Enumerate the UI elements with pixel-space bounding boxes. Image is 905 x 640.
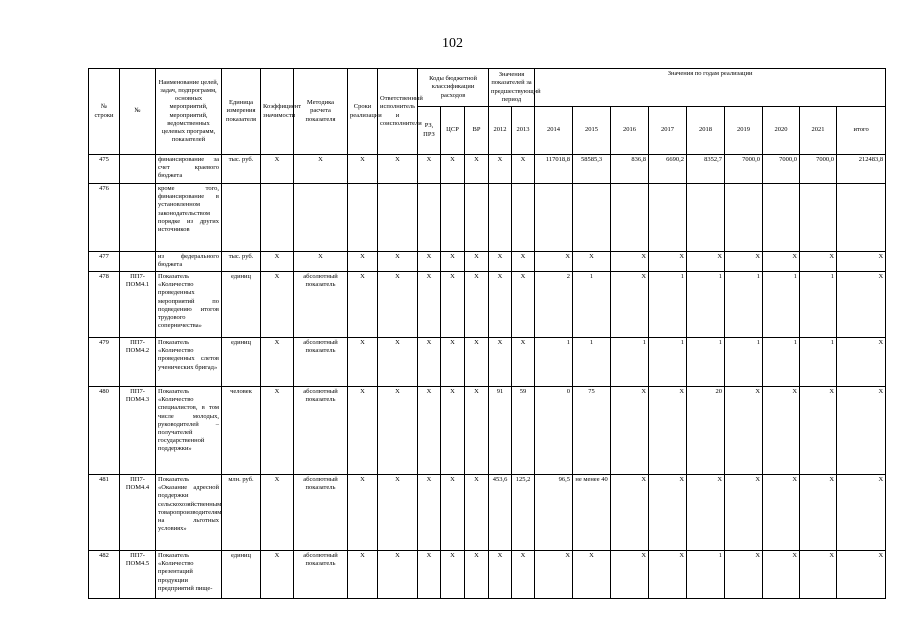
row-2012-cell: Х [489,155,512,184]
row-2019-cell: 1 [725,272,763,338]
row-2019-cell: Х [725,475,763,551]
row-2013-cell: Х [512,338,535,387]
row-2018-cell: 20 [687,387,725,475]
row-2019-cell: Х [725,551,763,599]
row-2016-cell: Х [611,387,649,475]
row-number-cell: 478 [89,272,120,338]
row-method-cell: абсолютный показатель [294,272,348,338]
row-2013-cell: Х [512,551,535,599]
row-vr-cell: Х [465,338,489,387]
header-vr: ВР [465,107,489,155]
row-2014-cell: 2 [535,272,573,338]
header-2015: 2015 [573,107,611,155]
table-row [89,272,886,338]
row-coef-cell: Х [261,272,294,338]
header-name: Наименование целей, задач, подпрограмм, основных мероприятий, мероприятий, ведомственных целевых программ, показателей [156,69,222,155]
row-vr-cell [465,184,489,252]
row-number-cell: 481 [89,475,120,551]
header-2018: 2018 [687,107,725,155]
header-2016: 2016 [611,107,649,155]
row-rz-cell: Х [418,252,441,272]
row-total-cell [837,184,886,252]
row-terms-cell [348,184,378,252]
row-name-cell: финансирование за счет краевого бюджета [156,155,222,184]
row-terms-cell: Х [348,475,378,551]
row-csr-cell [441,184,465,252]
row-rz-cell: Х [418,272,441,338]
row-unit-cell [222,184,261,252]
row-2012-cell: 91 [489,387,512,475]
row-resp-cell: Х [378,272,418,338]
row-coef-cell: Х [261,252,294,272]
row-name-cell: Показатель «Количество презентаций продукции предприятий пище- [156,551,222,599]
row-code-cell [120,184,156,252]
row-2013-cell: Х [512,272,535,338]
row-unit-cell: тыс. руб. [222,252,261,272]
row-coef-cell: Х [261,155,294,184]
header-prev-values: Значения показателей за предшествующий период [489,69,535,107]
row-2017-cell: Х [649,551,687,599]
row-resp-cell: Х [378,338,418,387]
row-resp-cell: Х [378,475,418,551]
row-2018-cell: 8352,7 [687,155,725,184]
row-2012-cell: Х [489,551,512,599]
row-2019-cell: 7000,0 [725,155,763,184]
header-2013: 2013 [512,107,535,155]
row-2016-cell: Х [611,551,649,599]
row-2012-cell: Х [489,338,512,387]
table-row [89,252,886,272]
table-row [89,551,886,599]
row-terms-cell: Х [348,272,378,338]
row-unit-cell: человек [222,387,261,475]
row-csr-cell: Х [441,551,465,599]
row-number-cell: 482 [89,551,120,599]
row-2019-cell [725,184,763,252]
row-2016-cell: Х [611,272,649,338]
row-2017-cell: Х [649,252,687,272]
row-terms-cell: Х [348,252,378,272]
table-row [89,475,886,551]
header-terms: Сроки реализации [348,69,378,155]
row-2020-cell: Х [763,475,800,551]
row-2017-cell [649,184,687,252]
table-row [89,184,886,252]
row-2021-cell: Х [800,551,837,599]
row-2015-cell: 58585,3 [573,155,611,184]
row-2020-cell: Х [763,387,800,475]
row-resp-cell: Х [378,551,418,599]
header-row-no: № строки [89,69,120,155]
row-2016-cell: 1 [611,338,649,387]
header-2014: 2014 [535,107,573,155]
row-csr-cell: Х [441,155,465,184]
row-total-cell: 212483,8 [837,155,886,184]
row-vr-cell: Х [465,475,489,551]
row-number-cell: 480 [89,387,120,475]
row-2017-cell: 1 [649,338,687,387]
header-coef: Коэффициент значимости [261,69,294,155]
row-coef-cell: Х [261,551,294,599]
row-2015-cell: Х [573,551,611,599]
header-resp: Ответственный исполнитель и соисполнители [378,69,418,155]
header-2021: 2021 [800,107,837,155]
row-vr-cell: Х [465,252,489,272]
row-2016-cell: Х [611,475,649,551]
row-2012-cell: 453,6 [489,475,512,551]
row-total-cell: Х [837,252,886,272]
row-2012-cell: Х [489,252,512,272]
row-vr-cell: Х [465,155,489,184]
row-coef-cell: Х [261,475,294,551]
row-total-cell: Х [837,272,886,338]
row-resp-cell: Х [378,155,418,184]
row-terms-cell: Х [348,551,378,599]
row-2019-cell: 1 [725,338,763,387]
row-rz-cell: Х [418,551,441,599]
row-name-cell: из федерального бюджета [156,252,222,272]
row-code-cell: ПП7-ПОМ4.1 [120,272,156,338]
row-code-cell [120,155,156,184]
row-code-cell: ПП7-ПОМ4.2 [120,338,156,387]
row-vr-cell: Х [465,551,489,599]
row-2018-cell: 1 [687,338,725,387]
header-method: Методика расчета показателя [294,69,348,155]
row-2018-cell: 1 [687,272,725,338]
header-2019: 2019 [725,107,763,155]
row-rz-cell: Х [418,387,441,475]
row-total-cell: Х [837,338,886,387]
row-2015-cell: не менее 40 [573,475,611,551]
row-2020-cell [763,184,800,252]
row-code-cell [120,252,156,272]
row-2013-cell: 125,2 [512,475,535,551]
row-method-cell: абсолютный показатель [294,551,348,599]
row-2017-cell: Х [649,387,687,475]
table-row [89,338,886,387]
row-terms-cell: Х [348,155,378,184]
row-name-cell: Показатель «Количество проведенных слетов ученических бригад» [156,338,222,387]
row-method-cell: Х [294,252,348,272]
row-2012-cell [489,184,512,252]
row-2015-cell: 1 [573,338,611,387]
header-years-values: Значения по годам реализации [535,69,886,107]
row-method-cell: абсолютный показатель [294,387,348,475]
row-code-cell: ПП7-ПОМ4.4 [120,475,156,551]
row-resp-cell [378,184,418,252]
row-2014-cell: Х [535,551,573,599]
row-2018-cell: 1 [687,551,725,599]
row-2017-cell: 6690,2 [649,155,687,184]
row-csr-cell: Х [441,338,465,387]
row-name-cell: Показатель «Оказание адресной поддержки сельскохозяйственным товаропроизводителям на льготных условиях» [156,475,222,551]
row-vr-cell: Х [465,272,489,338]
row-2021-cell: Х [800,252,837,272]
row-2012-cell: Х [489,272,512,338]
row-2013-cell [512,184,535,252]
row-2021-cell [800,184,837,252]
row-2014-cell: 96,5 [535,475,573,551]
row-2017-cell: 1 [649,272,687,338]
header-2012: 2012 [489,107,512,155]
row-number-cell: 475 [89,155,120,184]
row-vr-cell: Х [465,387,489,475]
row-unit-cell: единиц [222,338,261,387]
row-2021-cell: Х [800,475,837,551]
header-budget-codes: Коды бюджетной классификации расходов [418,69,489,107]
table-row [89,155,886,184]
row-csr-cell: Х [441,252,465,272]
row-coef-cell: Х [261,387,294,475]
row-2021-cell: 1 [800,272,837,338]
row-2015-cell: 75 [573,387,611,475]
row-2017-cell: Х [649,475,687,551]
row-method-cell: абсолютный показатель [294,338,348,387]
row-2021-cell: Х [800,387,837,475]
header-2020: 2020 [763,107,800,155]
header-csr: ЦСР [441,107,465,155]
row-2014-cell: 117018,8 [535,155,573,184]
row-csr-cell: Х [441,272,465,338]
row-2018-cell: Х [687,252,725,272]
row-number-cell: 479 [89,338,120,387]
row-2016-cell: 836,8 [611,155,649,184]
row-coef-cell [261,184,294,252]
row-2019-cell: Х [725,252,763,272]
row-unit-cell: тыс. руб. [222,155,261,184]
row-code-cell: ПП7-ПОМ4.3 [120,387,156,475]
row-2020-cell: 1 [763,272,800,338]
row-2021-cell: 1 [800,338,837,387]
row-resp-cell: Х [378,252,418,272]
page-number: 102 [442,36,463,51]
row-2018-cell [687,184,725,252]
header-no: № [120,69,156,155]
row-2013-cell: Х [512,155,535,184]
row-csr-cell: Х [441,475,465,551]
row-code-cell: ПП7-ПОМ4.5 [120,551,156,599]
row-2014-cell [535,184,573,252]
row-2016-cell [611,184,649,252]
row-2020-cell: 7000,0 [763,155,800,184]
row-2018-cell: Х [687,475,725,551]
row-2014-cell: 1 [535,338,573,387]
row-2020-cell: Х [763,551,800,599]
row-2016-cell: Х [611,252,649,272]
header-total: итого [837,107,886,155]
row-2021-cell: 7000,0 [800,155,837,184]
row-name-cell: кроме того, финансирование в установленном законодательством порядке из других источников [156,184,222,252]
row-number-cell: 477 [89,252,120,272]
header-rz: РЗ, ПРЗ [418,107,441,155]
row-total-cell: Х [837,387,886,475]
row-2015-cell: 1 [573,272,611,338]
row-2015-cell [573,184,611,252]
row-csr-cell: Х [441,387,465,475]
row-name-cell: Показатель «Количество проведенных мероприятий по подведению итогов трудового соперничества» [156,272,222,338]
row-terms-cell: Х [348,387,378,475]
row-rz-cell: Х [418,475,441,551]
row-coef-cell: Х [261,338,294,387]
header-2017: 2017 [649,107,687,155]
row-rz-cell [418,184,441,252]
row-rz-cell: Х [418,338,441,387]
row-unit-cell: млн. руб. [222,475,261,551]
row-rz-cell: Х [418,155,441,184]
row-terms-cell: Х [348,338,378,387]
row-method-cell: Х [294,155,348,184]
row-unit-cell: единиц [222,551,261,599]
row-2014-cell: 0 [535,387,573,475]
row-total-cell: Х [837,551,886,599]
table-row [89,387,886,475]
row-2013-cell: 59 [512,387,535,475]
row-name-cell: Показатель «Количество специалистов, в том числе молодых, руководителей – получателей государственной поддержки» [156,387,222,475]
row-method-cell [294,184,348,252]
row-number-cell: 476 [89,184,120,252]
row-method-cell: абсолютный показатель [294,475,348,551]
row-2013-cell: Х [512,252,535,272]
row-2014-cell: Х [535,252,573,272]
row-2020-cell: Х [763,252,800,272]
row-total-cell: Х [837,475,886,551]
program-indicators-table [88,68,886,599]
row-resp-cell: Х [378,387,418,475]
header-unit: Единица измерения показателя [222,69,261,155]
row-2015-cell: Х [573,252,611,272]
row-2019-cell: Х [725,387,763,475]
row-unit-cell: единиц [222,272,261,338]
row-2020-cell: 1 [763,338,800,387]
